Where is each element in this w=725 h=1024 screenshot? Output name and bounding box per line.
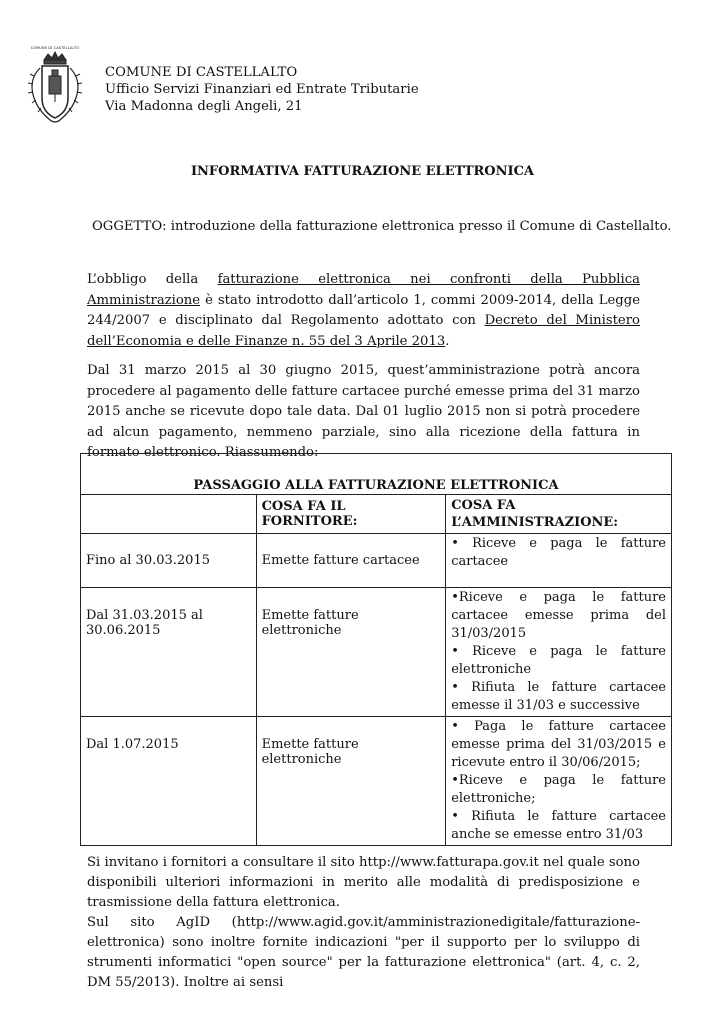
para1-text-b: è stato introdotto dall’articolo 1, commi 2009-2014, della Legge 244/2007 e disciplinato dal Regolamento adottato con: [87, 292, 640, 328]
header-administration-line2: L’AMMINISTRAZIONE:: [451, 515, 619, 530]
link-ministerial-decree[interactable]: Decreto del Ministero dell’Economia e delle Finanze n. 55 del 3 Aprile 2013: [87, 313, 640, 349]
admin-item: • Riceve e paga le fatture cartacee: [451, 536, 666, 569]
crest-caption: COMUNE DI CASTELLALTO: [30, 46, 80, 50]
office-header: [105, 64, 419, 115]
municipality-name: COMUNE DI CASTELLALTO: [105, 65, 298, 80]
row-period: Dal 31.03.2015 al 30.06.2015: [81, 588, 257, 717]
table-title-row: [81, 454, 672, 495]
municipal-crest: [22, 46, 88, 126]
row-supplier: Emette fatture elettroniche: [256, 717, 446, 846]
para1-text-a: L’obbligo della: [87, 272, 218, 287]
footer-text: [87, 853, 640, 993]
row-administration: [446, 588, 672, 717]
header-administration-line1: COSA FA: [451, 498, 516, 513]
row-supplier: Emette fatture elettroniche: [256, 588, 446, 717]
header-period: [81, 495, 257, 534]
transition-table: [80, 453, 672, 846]
row-administration: [446, 534, 672, 588]
header-administration: [446, 495, 672, 534]
paragraph-transition: Dal 31 marzo 2015 al 30 giugno 2015, quest’amministrazione potrà ancora procedere al pagamento delle fatture cartacee purché emesse prima del 31 marzo 2015 anche se ricevute dopo tale data. Dal 01 luglio 2015 non si potrà procedere ad alcun pagamento, nemmeno parziale, sino alla ricezione della fattura in formato elettronico. Riassumendo:: [87, 363, 640, 460]
admin-item: •Riceve e paga le fatture cartacee emesse prima del 31/03/2015: [451, 590, 666, 641]
table-row: [81, 717, 672, 846]
document-title: INFORMATIVA FATTURAZIONE ELETTRONICA: [190, 164, 535, 179]
link-pa-invoicing[interactable]: fatturazione elettronica nei confronti della Pubblica Amministrazione: [87, 272, 640, 308]
paragraph-agid: Sul sito AgID (http://www.agid.gov.it/amministrazionedigitale/fatturazione-elettronica) sono inoltre fornite indicazioni "per il supporto per lo sviluppo di strumenti informatici "open source" per la fatturazione elettronica" (art. 4, c. 2, DM 55/2013). Inoltre ai sensi: [87, 915, 640, 990]
row-period: Fino al 30.03.2015: [81, 534, 257, 588]
paragraph-fatturapa: Si invitano i fornitori a consultare il sito http://www.fatturapa.gov.it nel quale sono disponibili ulteriori informazioni in merito alle modalità di predisposizione e trasmissione della fattura elettronica.: [87, 855, 640, 910]
office-name: Ufficio Servizi Finanziari ed Entrate Tributarie: [105, 82, 419, 97]
table-row: [81, 534, 672, 588]
row-period: Dal 1.07.2015: [81, 717, 257, 846]
admin-item: • Rifiuta le fatture cartacee anche se emesse entro 31/03: [451, 809, 666, 842]
table-row: [81, 588, 672, 717]
para1-text-c: .: [445, 333, 450, 349]
paragraph-legal-basis: [87, 270, 640, 352]
row-administration: [446, 717, 672, 846]
office-address: Via Madonna degli Angeli, 21: [105, 99, 303, 114]
header-supplier: COSA FA IL FORNITORE:: [256, 495, 446, 534]
admin-item: • Rifiuta le fatture cartacee emesse il 31/03 e successive: [451, 680, 666, 713]
table-title: PASSAGGIO ALLA FATTURAZIONE ELETTRONICA: [81, 454, 672, 495]
crest-emblem-icon: [22, 46, 88, 126]
subject-line: OGGETTO: introduzione della fatturazione elettronica presso il Comune di Castellalto.: [92, 219, 672, 234]
table-header-row: [81, 495, 672, 534]
admin-item: • Paga le fatture cartacee emesse prima del 31/03/2015 e ricevute entro il 30/06/2015;: [451, 719, 666, 770]
row-supplier: Emette fatture cartacee: [256, 534, 446, 588]
admin-item: •Riceve e paga le fatture elettroniche;: [451, 773, 666, 806]
admin-item: • Riceve e paga le fatture elettroniche: [451, 644, 666, 677]
